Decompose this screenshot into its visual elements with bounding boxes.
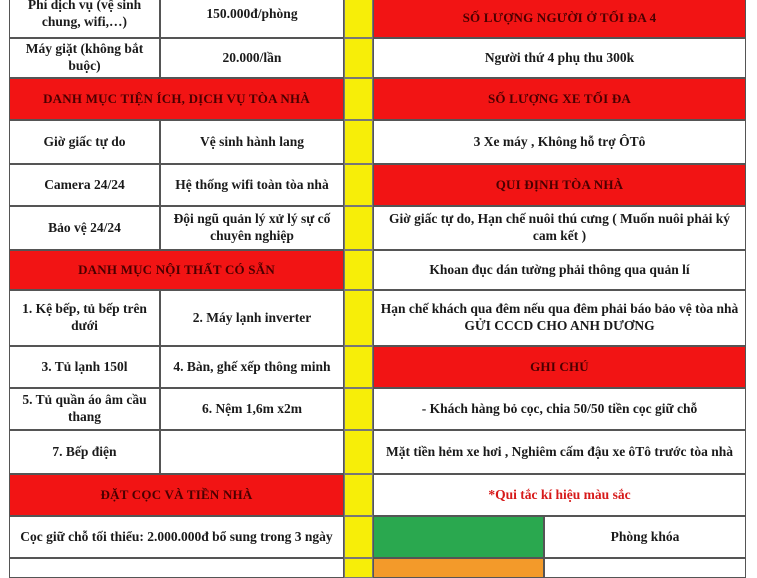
furniture-item: 5. Tủ quần áo âm cầu thang [9,388,160,430]
divider-cell [344,78,373,120]
rule-item: Hạn chế khách qua đêm nếu qua đêm phải báo bảo vệ tòa nhà GỬI CCCD CHO ANH DƯƠNG [373,290,746,346]
divider-cell [344,388,373,430]
deposit-text: Cọc giữ chỗ tối thiểu: 2.000.000đ bổ sung trong 3 ngày [9,516,344,558]
divider-cell [344,164,373,206]
color-rule-title: *Qui tắc kí hiệu màu sắc [373,474,746,516]
amenity-item: Camera 24/24 [9,164,160,206]
divider-cell [344,120,373,164]
service-fee-label: Phí dịch vụ (vệ sinh chung, wifi,…) [9,0,160,38]
amenity-item: Bảo vệ 24/24 [9,206,160,250]
legend-green-swatch [373,516,544,558]
rule-item: Giờ giấc tự do, Hạn chế nuôi thú cưng ( Muốn nuôi phải ký cam kết ) [373,206,746,250]
deposit-header: ĐẶT CỌC VÀ TIỀN NHÀ [9,474,344,516]
divider-cell [344,206,373,250]
max-vehicles-header: SỐ LƯỢNG XE TỐI ĐA [373,78,746,120]
note-item: Mặt tiền hẻm xe hơi , Nghiêm cấm đậu xe ôTô trước tòa nhà [373,430,746,474]
washing-machine-value: 20.000/lần [160,38,344,78]
furniture-item: 6. Nệm 1,6m x2m [160,388,344,430]
rules-header: QUI ĐỊNH TÒA NHÀ [373,164,746,206]
amenity-item: Vệ sinh hành lang [160,120,344,164]
people-text: Người thứ 4 phụ thu 300k [373,38,746,78]
divider-cell [344,558,373,578]
washing-machine-label: Máy giặt (không bắt buộc) [9,38,160,78]
divider-cell [344,430,373,474]
rule-item: Khoan đục dán tường phải thông qua quản lí [373,250,746,290]
furniture-item: 4. Bàn, ghế xếp thông minh [160,346,344,388]
note-item: - Khách hàng bỏ cọc, chia 50/50 tiền cọc giữ chỗ [373,388,746,430]
amenities-header: DANH MỤC TIỆN ÍCH, DỊCH VỤ TÒA NHÀ [9,78,344,120]
divider-cell [344,0,373,38]
divider-cell [344,38,373,78]
service-fee-value: 150.000đ/phòng [160,0,344,38]
divider-cell [344,474,373,516]
divider-cell [344,516,373,558]
furniture-item: 2. Máy lạnh inverter [160,290,344,346]
amenity-item: Đội ngũ quản lý xử lý sự cố chuyên nghiệp [160,206,344,250]
amenity-item: Giờ giấc tự do [9,120,160,164]
legend-next-label [544,558,746,578]
max-people-header: SỐ LƯỢNG NGƯỜI Ở TỐI ĐA 4 [373,0,746,38]
amenity-item: Hệ thống wifi toàn tòa nhà [160,164,344,206]
furniture-item [160,430,344,474]
vehicles-text: 3 Xe máy , Không hỗ trợ ÔTô [373,120,746,164]
deposit-next-row [9,558,344,578]
furniture-item: 1. Kệ bếp, tủ bếp trên dưới [9,290,160,346]
divider-cell [344,250,373,290]
divider-cell [344,346,373,388]
notes-header: GHI CHÚ [373,346,746,388]
furniture-item: 3. Tủ lạnh 150l [9,346,160,388]
furniture-item: 7. Bếp điện [9,430,160,474]
legend-orange-swatch [373,558,544,578]
furniture-header: DANH MỤC NỘI THẤT CÓ SẴN [9,250,344,290]
divider-cell [344,290,373,346]
legend-locked-label: Phòng khóa [544,516,746,558]
